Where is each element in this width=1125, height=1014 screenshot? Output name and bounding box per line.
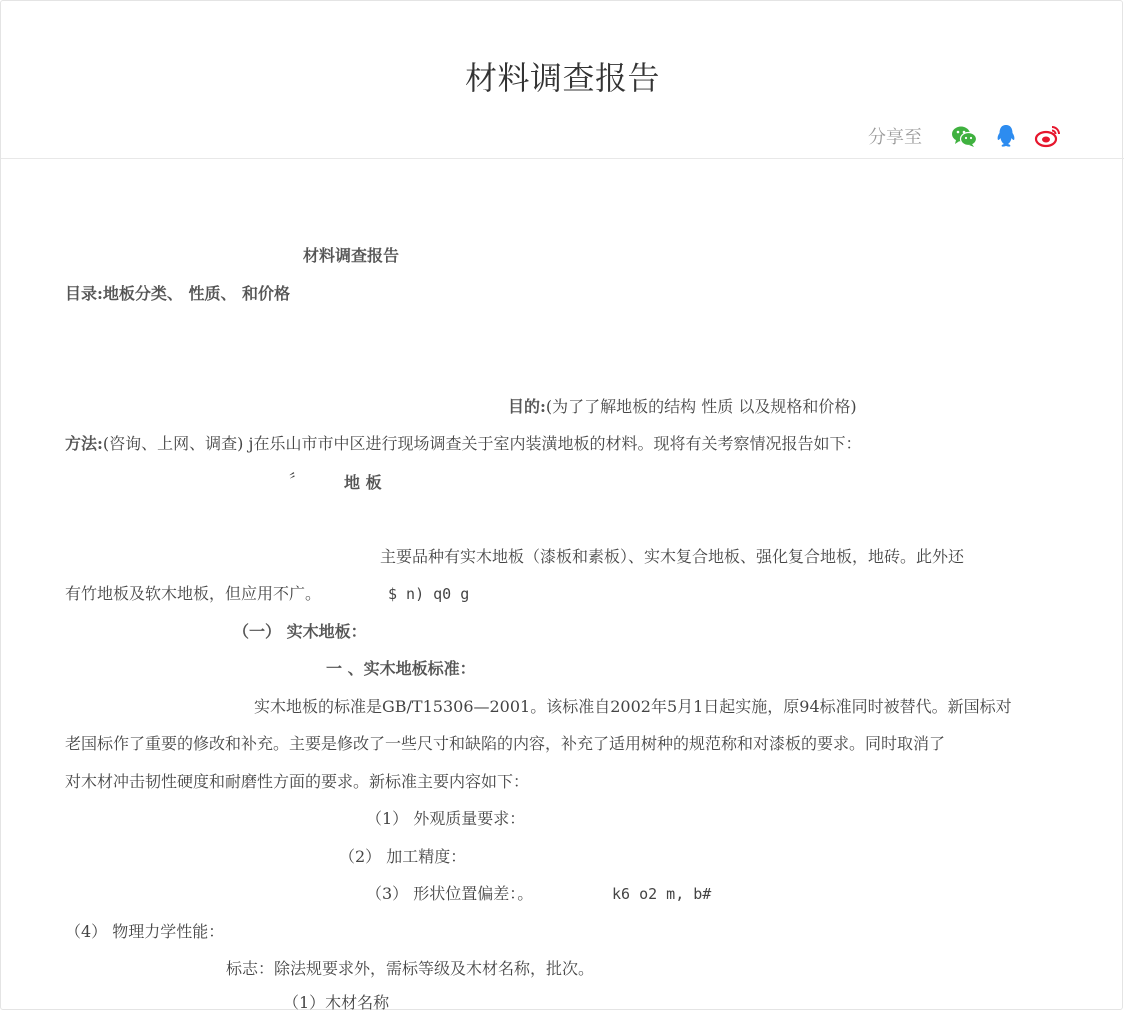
- subsection-1-1: 一 、实木地板标准：: [326, 659, 476, 678]
- method-label: 方法:: [65, 434, 103, 453]
- purpose-line: [508, 396, 857, 418]
- paragraph-2-line-3: 对木材冲击韧性硬度和耐磨性方面的要求。新标准主要内容如下：: [65, 772, 530, 791]
- share-label: 分享至: [868, 127, 922, 148]
- purpose-label: 目的:: [508, 397, 546, 416]
- list-item-3: （3） 形状位置偏差：。: [366, 884, 534, 903]
- stray-characters-2: k6 o2 m, b#: [612, 885, 712, 903]
- marking-line: 标志：除法规要求外，需标等级及木材名称，批次。: [226, 959, 595, 978]
- method-line: [65, 433, 861, 455]
- paragraph-2-line-2: 老国标作了重要的修改和补充。主要是修改了一些尺寸和缺陷的内容，补充了适用树种的规范称和对漆板的要求。同时取消了: [65, 734, 946, 753]
- page-title: 材料调查报告: [464, 59, 660, 97]
- stray-characters: $ n) q0 g: [388, 585, 470, 603]
- list-item-2: （2） 加工精度：: [339, 847, 467, 866]
- table-of-contents: 目录:地板分类、 性质、 和价格: [65, 284, 291, 303]
- list-item-1: （1） 外观质量要求：: [366, 809, 526, 828]
- paragraph-1-line-1: 主要品种有实木地板（漆板和素板）、实木复合地板、强化复合地板，地砖。此外还: [380, 547, 965, 566]
- list-item-4: （4） 物理力学性能：: [65, 922, 225, 941]
- subsection-1: （一） 实木地板：: [233, 622, 367, 641]
- method-text: (咨询、上网、调查) j在乐山市市中区进行现场调查关于室内装潢地板的材料。现将有关考察情况报告如下：: [102, 434, 862, 453]
- purpose-text: (为了了解地板的结构 性质 以及规格和价格): [545, 397, 857, 416]
- section-title: 地 板: [344, 473, 382, 492]
- section-mark: 〞: [289, 471, 306, 490]
- truncated-line: （1）木材名称: [283, 993, 390, 1012]
- doc-title: 材料调查报告: [303, 246, 400, 265]
- paragraph-2-line-1: 实木地板的标准是GB/T15306—2001。该标准自2002年5月1日起实施，原94标准同时被替代。新国标对: [254, 697, 1012, 716]
- paragraph-1-line-2: 有竹地板及软木地板，但应用不广。: [65, 584, 322, 603]
